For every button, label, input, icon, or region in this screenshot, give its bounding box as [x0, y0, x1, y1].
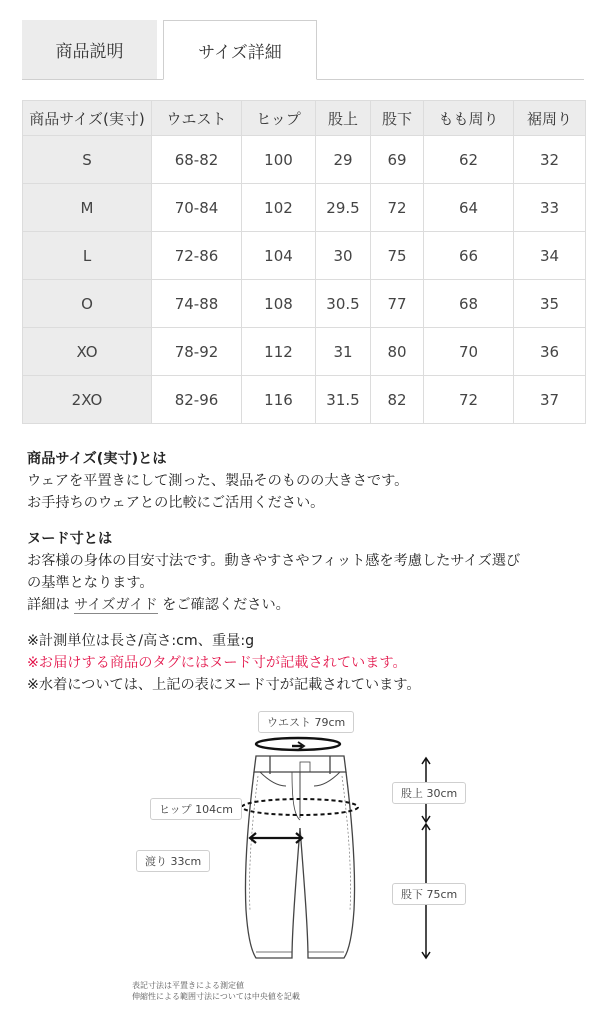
- size-cell: M: [23, 184, 152, 232]
- hip-cell: 112: [242, 328, 316, 376]
- nude-size-heading: ヌード寸とは: [27, 531, 113, 547]
- pants-measurement-diagram: [120, 700, 500, 1010]
- rise-cell: 30: [316, 232, 371, 280]
- caption-line-1: 表記寸法は平置きによる測定値: [132, 981, 244, 990]
- actual-size-heading: 商品サイズ(実寸)とは: [27, 451, 167, 467]
- table-row: [23, 280, 586, 328]
- actual-size-text-2: お手持ちのウェアとの比較にご活用ください。: [27, 495, 325, 511]
- size-table: [22, 100, 586, 424]
- inseam-cell: 75: [371, 232, 424, 280]
- thigh-cell: 64: [424, 184, 514, 232]
- details-suffix: をご確認ください。: [157, 597, 290, 613]
- rise-cell: 30.5: [316, 280, 371, 328]
- waist-cell: 68-82: [152, 136, 242, 184]
- nude-size-text-2: の基準となります。: [27, 575, 154, 591]
- hip-cell: 102: [242, 184, 316, 232]
- header-hem: 裾周り: [514, 101, 586, 136]
- thigh-label: 渡り 33cm: [136, 850, 210, 872]
- table-header-row: [23, 101, 586, 136]
- hem-cell: 34: [514, 232, 586, 280]
- waist-cell: 70-84: [152, 184, 242, 232]
- hem-cell: 35: [514, 280, 586, 328]
- thigh-cell: 70: [424, 328, 514, 376]
- header-rise: 股上: [316, 101, 371, 136]
- table-row: [23, 232, 586, 280]
- waist-label: ウエスト 79cm: [258, 711, 354, 733]
- header-hip: ヒップ: [242, 101, 316, 136]
- hem-cell: 36: [514, 328, 586, 376]
- table-row: [23, 136, 586, 184]
- size-cell: L: [23, 232, 152, 280]
- tab-size-details[interactable]: サイズ詳細: [163, 20, 317, 80]
- waist-cell: 78-92: [152, 328, 242, 376]
- thigh-cell: 66: [424, 232, 514, 280]
- hip-cell: 100: [242, 136, 316, 184]
- header-inseam: 股下: [371, 101, 424, 136]
- hip-cell: 116: [242, 376, 316, 424]
- header-thigh: もも周り: [424, 101, 514, 136]
- rise-cell: 29.5: [316, 184, 371, 232]
- details-prefix: 詳細は: [27, 597, 75, 613]
- unit-note: ※計測単位は長さ/高さ:cm、重量:g: [27, 633, 255, 649]
- inseam-label: 股下 75cm: [392, 883, 466, 905]
- waist-cell: 74-88: [152, 280, 242, 328]
- inseam-cell: 77: [371, 280, 424, 328]
- hem-cell: 37: [514, 376, 586, 424]
- inseam-cell: 82: [371, 376, 424, 424]
- size-cell: 2XO: [23, 376, 152, 424]
- table-row: [23, 184, 586, 232]
- details-line: [27, 594, 587, 616]
- inseam-cell: 69: [371, 136, 424, 184]
- hip-cell: 104: [242, 232, 316, 280]
- thigh-cell: 72: [424, 376, 514, 424]
- size-cell: S: [23, 136, 152, 184]
- hem-cell: 32: [514, 136, 586, 184]
- tab-bar: [22, 20, 584, 80]
- inseam-cell: 72: [371, 184, 424, 232]
- caption-line-2: 伸縮性による範囲寸法については中央値を記載: [132, 992, 300, 1001]
- table-row: [23, 376, 586, 424]
- header-waist: ウエスト: [152, 101, 242, 136]
- hip-cell: 108: [242, 280, 316, 328]
- header-product-size: 商品サイズ(実寸): [23, 101, 152, 136]
- thigh-cell: 62: [424, 136, 514, 184]
- waist-cell: 72-86: [152, 232, 242, 280]
- thigh-cell: 68: [424, 280, 514, 328]
- inseam-cell: 80: [371, 328, 424, 376]
- table-row: [23, 328, 586, 376]
- diagram-caption: [132, 980, 300, 1002]
- rise-cell: 29: [316, 136, 371, 184]
- tag-note: ※お届けする商品のタグにはヌード寸が記載されています。: [27, 655, 407, 671]
- hip-label: ヒップ 104cm: [150, 798, 242, 820]
- size-notes: [27, 448, 587, 696]
- rise-cell: 31: [316, 328, 371, 376]
- size-guide-link[interactable]: サイズガイド: [74, 597, 158, 613]
- nude-size-text-1: お客様の身体の目安寸法です。動きやすさやフィット感を考慮したサイズ選び: [27, 553, 521, 569]
- tab-product-description[interactable]: 商品説明: [22, 20, 157, 79]
- hem-cell: 33: [514, 184, 586, 232]
- waist-cell: 82-96: [152, 376, 242, 424]
- swimwear-note: ※水着については、上記の表にヌード寸が記載されています。: [27, 677, 421, 693]
- rise-label: 股上 30cm: [392, 782, 466, 804]
- size-cell: XO: [23, 328, 152, 376]
- rise-cell: 31.5: [316, 376, 371, 424]
- actual-size-text-1: ウェアを平置きにして測った、製品そのものの大きさです。: [27, 473, 409, 489]
- size-cell: O: [23, 280, 152, 328]
